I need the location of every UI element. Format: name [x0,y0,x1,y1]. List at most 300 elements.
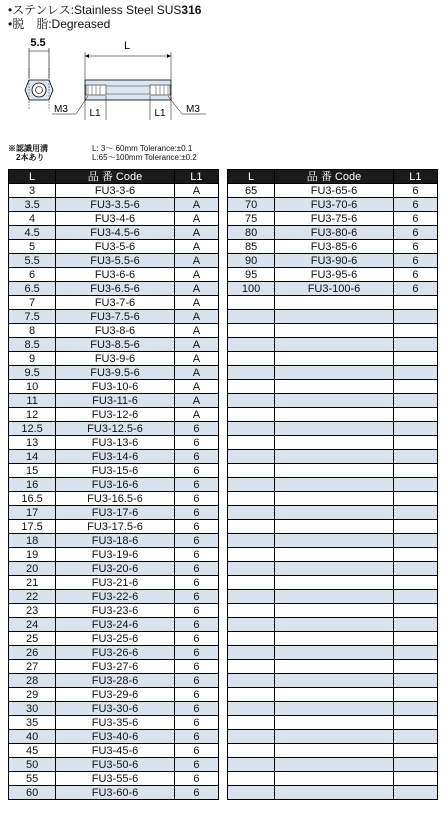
cell-code [275,646,394,660]
cell-depth: A [174,198,218,212]
cell-length: 26 [9,646,56,660]
cell-code: FU3-20-6 [56,562,175,576]
table-row [9,338,219,352]
cell-depth: A [174,408,218,422]
cell-length: 11 [9,394,56,408]
cell-code: FU3-50-6 [56,758,175,772]
table-row [9,646,219,660]
cell-length: 16 [9,478,56,492]
table-row [228,702,438,716]
cell-code: FU3-29-6 [56,688,175,702]
cell-depth [393,758,437,772]
cell-length [228,394,275,408]
cell-code [275,506,394,520]
table-row [9,758,219,772]
cell-depth [393,562,437,576]
cell-length: 55 [9,772,56,786]
cell-length: 29 [9,688,56,702]
cell-code [275,758,394,772]
spec-table-left [8,169,219,800]
cell-depth: 6 [393,268,437,282]
cell-code: FU3-4-6 [56,212,175,226]
header-code: 品 番 Code [275,170,394,184]
table-row [9,660,219,674]
cell-code [275,478,394,492]
cell-depth [393,576,437,590]
cell-depth: A [174,226,218,240]
cell-code: FU3-5.5-6 [56,254,175,268]
table-row [228,744,438,758]
material-spec: •ステンレス:Stainless Steel SUS316 [8,3,202,17]
cell-length: 70 [228,198,275,212]
cell-code: FU3-28-6 [56,674,175,688]
cell-length: 95 [228,268,275,282]
cell-length [228,520,275,534]
cell-code: FU3-10-6 [56,380,175,394]
cell-code: FU3-16.5-6 [56,492,175,506]
cell-code: FU3-5-6 [56,240,175,254]
cell-length [228,338,275,352]
table-row [228,548,438,562]
cell-code [275,296,394,310]
hex-size-label: 5.5 [30,37,46,49]
cell-code [275,618,394,632]
depth-left-label: L1 [89,108,101,119]
cell-length: 18 [9,534,56,548]
cell-code: FU3-8-6 [56,324,175,338]
cell-length [228,380,275,394]
thread-left-label: M3 [54,104,68,115]
groove-note: ※認識用溝 2本あり [8,144,48,162]
cell-code [275,660,394,674]
cell-code: FU3-45-6 [56,744,175,758]
cell-length: 75 [228,212,275,226]
cell-length: 10 [9,380,56,394]
table-row [9,422,219,436]
cell-length: 8 [9,324,56,338]
cell-code [275,492,394,506]
table-row [9,254,219,268]
cell-code [275,436,394,450]
table-row [228,184,438,198]
cell-code: FU3-90-6 [275,254,394,268]
table-row [9,478,219,492]
cell-depth [393,688,437,702]
table-row [228,772,438,786]
cell-depth: 6 [174,716,218,730]
table-row [228,422,438,436]
cell-code: FU3-7-6 [56,296,175,310]
cell-depth: A [174,240,218,254]
cell-depth: 6 [174,534,218,548]
cell-length: 45 [9,744,56,758]
table-row [9,506,219,520]
cell-code [275,338,394,352]
cell-length: 8.5 [9,338,56,352]
cell-code: FU3-17-6 [56,506,175,520]
cell-length: 4.5 [9,226,56,240]
cell-depth: 6 [174,646,218,660]
cell-length: 19 [9,548,56,562]
cell-length: 6 [9,268,56,282]
cell-length [228,576,275,590]
cell-code: FU3-12-6 [56,408,175,422]
cell-code: FU3-95-6 [275,268,394,282]
cell-code: FU3-7.5-6 [56,310,175,324]
cell-code: FU3-85-6 [275,240,394,254]
cell-code: FU3-24-6 [56,618,175,632]
cell-length [228,492,275,506]
table-row [9,618,219,632]
cell-code: FU3-9.5-6 [56,366,175,380]
table-row [228,436,438,450]
cell-length [228,464,275,478]
cell-depth [393,422,437,436]
cell-depth [393,660,437,674]
table-row [9,520,219,534]
table-row [9,716,219,730]
table-row [9,674,219,688]
table-row [228,212,438,226]
cell-length: 35 [9,716,56,730]
cell-length: 25 [9,632,56,646]
cell-length: 28 [9,674,56,688]
cell-length: 3.5 [9,198,56,212]
table-row [9,408,219,422]
cell-code: FU3-9-6 [56,352,175,366]
cell-length [228,772,275,786]
cell-length [228,548,275,562]
cell-length: 30 [9,702,56,716]
cell-code [275,548,394,562]
table-row [9,450,219,464]
cell-depth: A [174,380,218,394]
table-row [228,506,438,520]
cell-code: FU3-21-6 [56,576,175,590]
table-row [228,408,438,422]
cell-depth: 6 [174,772,218,786]
cell-code: FU3-3-6 [56,184,175,198]
cell-code: FU3-8.5-6 [56,338,175,352]
cell-code: FU3-11-6 [56,394,175,408]
cell-depth: 6 [174,520,218,534]
cell-length [228,632,275,646]
cell-length [228,562,275,576]
cell-length: 17.5 [9,520,56,534]
cell-code [275,352,394,366]
cell-length [228,534,275,548]
cell-code [275,590,394,604]
table-row [228,338,438,352]
cell-depth [393,450,437,464]
cell-code: FU3-15-6 [56,464,175,478]
table-row [9,688,219,702]
cell-depth: 6 [393,226,437,240]
cell-depth: A [174,366,218,380]
cell-length [228,646,275,660]
cell-length: 13 [9,436,56,450]
cell-depth: 6 [174,464,218,478]
cell-code: FU3-17.5-6 [56,520,175,534]
cell-depth [393,520,437,534]
cell-depth [393,632,437,646]
cell-depth: 6 [174,702,218,716]
table-row [9,268,219,282]
table-row [228,576,438,590]
table-row [228,226,438,240]
cell-code [275,408,394,422]
cell-depth: A [174,282,218,296]
cell-length [228,674,275,688]
cell-depth [393,296,437,310]
cell-depth [393,590,437,604]
cell-depth: 6 [393,254,437,268]
cell-depth [393,464,437,478]
cell-depth: A [174,296,218,310]
table-row [9,730,219,744]
table-row [9,702,219,716]
cell-length [228,352,275,366]
cell-depth [393,478,437,492]
table-row [9,366,219,380]
cell-code [275,324,394,338]
table-row [9,324,219,338]
cell-length: 7 [9,296,56,310]
cell-length: 12 [9,408,56,422]
cell-depth: A [174,310,218,324]
table-row [228,464,438,478]
table-row [9,590,219,604]
table-row [9,184,219,198]
cell-depth [393,380,437,394]
cell-depth: 6 [174,744,218,758]
cell-code [275,632,394,646]
table-row [9,296,219,310]
cell-length: 20 [9,562,56,576]
table-row [228,758,438,772]
table-row [9,352,219,366]
cell-code: FU3-70-6 [275,198,394,212]
cell-depth: A [174,254,218,268]
cell-code: FU3-23-6 [56,604,175,618]
table-row [228,688,438,702]
table-row [228,240,438,254]
cell-code: FU3-12.5-6 [56,422,175,436]
cell-code [275,310,394,324]
cell-length [228,660,275,674]
cell-length [228,296,275,310]
cell-depth [393,352,437,366]
cell-code: FU3-60-6 [56,786,175,800]
cell-length: 40 [9,730,56,744]
cell-depth: 6 [393,212,437,226]
cell-depth: 6 [174,436,218,450]
cell-length [228,716,275,730]
cell-length: 17 [9,506,56,520]
cell-length: 80 [228,226,275,240]
table-row [228,310,438,324]
cell-code [275,562,394,576]
table-row [228,520,438,534]
table-row [228,352,438,366]
cell-depth [393,702,437,716]
cell-code [275,786,394,800]
cell-length [228,730,275,744]
cell-depth: 6 [174,548,218,562]
cell-depth [393,366,437,380]
table-row [228,282,438,296]
cell-depth: 6 [174,576,218,590]
cell-code [275,730,394,744]
cell-length [228,422,275,436]
table-row [228,618,438,632]
table-row [9,394,219,408]
cell-code [275,688,394,702]
cell-length: 85 [228,240,275,254]
depth-right-label: L1 [154,108,166,119]
table-row [228,296,438,310]
table-row [228,646,438,660]
cell-length: 27 [9,660,56,674]
cell-depth: A [174,394,218,408]
cell-length [228,604,275,618]
header-length: L [228,170,275,184]
table-row [228,632,438,646]
table-row [9,464,219,478]
cell-depth: 6 [174,590,218,604]
table-row [228,674,438,688]
cell-code [275,534,394,548]
cell-length [228,324,275,338]
cell-depth: 6 [174,758,218,772]
cell-code: FU3-26-6 [56,646,175,660]
cell-length [228,310,275,324]
table-row [9,562,219,576]
cell-code: FU3-30-6 [56,702,175,716]
cell-length: 16.5 [9,492,56,506]
cell-code: FU3-6.5-6 [56,282,175,296]
table-row [9,492,219,506]
table-row [228,450,438,464]
cell-code: FU3-35-6 [56,716,175,730]
header-depth: L1 [393,170,437,184]
table-row [228,716,438,730]
cell-code: FU3-25-6 [56,632,175,646]
cell-depth: 6 [174,422,218,436]
cell-depth [393,674,437,688]
cell-depth: A [174,212,218,226]
table-row [9,576,219,590]
cell-length: 15 [9,464,56,478]
cell-code: FU3-4.5-6 [56,226,175,240]
table-row [228,492,438,506]
cell-code: FU3-75-6 [275,212,394,226]
cell-length: 22 [9,590,56,604]
spacer-diagram [0,34,230,134]
cell-length [228,478,275,492]
cell-length: 65 [228,184,275,198]
cell-length: 21 [9,576,56,590]
cell-length [228,590,275,604]
cell-code: FU3-13-6 [56,436,175,450]
cell-length [228,702,275,716]
cell-length [228,366,275,380]
cell-depth: 6 [174,674,218,688]
cell-depth: A [174,324,218,338]
cell-code [275,604,394,618]
cell-length: 12.5 [9,422,56,436]
cell-depth: A [174,268,218,282]
cell-code: FU3-80-6 [275,226,394,240]
cell-depth [393,744,437,758]
cell-code [275,450,394,464]
cell-length: 7.5 [9,310,56,324]
cell-depth: 6 [174,786,218,800]
cell-depth [393,786,437,800]
cell-depth: A [174,352,218,366]
cell-code: FU3-27-6 [56,660,175,674]
table-row [9,436,219,450]
cell-length: 4 [9,212,56,226]
cell-depth: 6 [174,660,218,674]
cell-depth: 6 [393,184,437,198]
table-row [9,772,219,786]
cell-code: FU3-18-6 [56,534,175,548]
cell-code [275,380,394,394]
cell-length: 100 [228,282,275,296]
table-row [228,660,438,674]
table-row [228,604,438,618]
table-row [228,268,438,282]
table-row [9,786,219,800]
table-header-row [9,170,219,184]
cell-length [228,408,275,422]
cell-depth: 6 [174,604,218,618]
cell-depth: 6 [174,562,218,576]
cell-length: 60 [9,786,56,800]
cell-length: 9 [9,352,56,366]
table-row [228,366,438,380]
table-row [228,324,438,338]
cell-depth [393,436,437,450]
table-row [9,632,219,646]
cell-code [275,422,394,436]
cell-length: 24 [9,618,56,632]
cell-depth [393,408,437,422]
cell-code: FU3-3.5-6 [56,198,175,212]
cell-length [228,506,275,520]
cell-length [228,758,275,772]
table-row [228,786,438,800]
cell-depth: 6 [174,618,218,632]
cell-length: 90 [228,254,275,268]
cell-code [275,674,394,688]
cell-code [275,464,394,478]
cell-depth [393,716,437,730]
cell-length: 14 [9,450,56,464]
cell-code [275,520,394,534]
cell-depth: 6 [393,240,437,254]
table-row [9,310,219,324]
cell-code [275,394,394,408]
cell-depth [393,646,437,660]
table-row [9,604,219,618]
cell-depth [393,534,437,548]
table-row [9,534,219,548]
cell-length: 23 [9,604,56,618]
cell-length: 5.5 [9,254,56,268]
cell-depth: 6 [174,450,218,464]
